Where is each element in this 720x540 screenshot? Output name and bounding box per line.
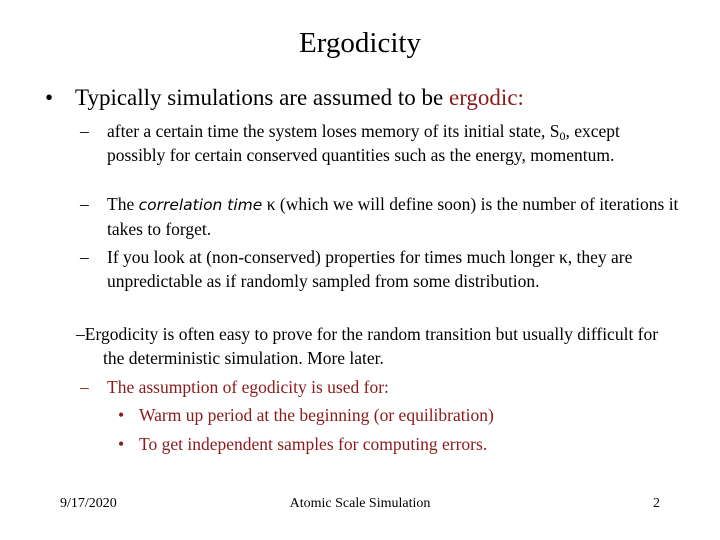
subsub-item-warmup: [118, 404, 678, 428]
dash-marker: –: [80, 194, 89, 214]
subsub-item-samples: [118, 433, 678, 457]
sub-item-assumption: [80, 376, 680, 400]
footer-page-number: 2: [653, 496, 660, 511]
sub-item-ergodicity-proof: [76, 323, 676, 370]
dash-marker: –: [80, 247, 89, 267]
footer-date: 9/17/2020: [60, 496, 117, 511]
sub-item-text-cont: κ (which we will define soon) is the number of iterations it takes to forget.: [107, 194, 679, 239]
dash-marker: –: [80, 377, 89, 397]
main-bullet: [45, 83, 695, 113]
subsub-item-text: Warm up period at the beginning (or equilibration): [139, 405, 494, 425]
bullet-marker: •: [118, 405, 125, 425]
correlation-time-italic: correlation time: [138, 196, 263, 214]
bullet-colon: :: [517, 85, 524, 110]
sub-item-memory: [80, 120, 680, 167]
sub-item-text: after a certain time the system loses memory of its initial state, S: [107, 121, 560, 141]
sub-item-text-cont: , except possibly for certain conserved quantities such as the energy, momentum.: [107, 121, 620, 165]
dash-marker: –: [80, 121, 89, 141]
sub-item-text: The assumption of egodicity is used for:: [107, 377, 389, 397]
sub-item-text: The: [107, 194, 139, 214]
ergodic-highlight: ergodic: [448, 85, 518, 110]
slide-title: Ergodicity: [299, 27, 421, 59]
sub-item-text: –Ergodicity is often easy to prove for the random transition but usually difficult for the deterministic simulation. More later.: [76, 324, 659, 368]
sub-item-nonconserved: [80, 246, 680, 293]
bullet-text: Typically simulations are assumed to be: [75, 85, 449, 110]
sub-item-text: If you look at (non-conserved) properties for times much longer κ, they are unpredictable as if randomly sampled from some distribution.: [107, 247, 633, 291]
subsub-item-text: To get independent samples for computing errors.: [139, 434, 488, 454]
bullet-marker: •: [118, 434, 125, 454]
sub-item-correlation: [80, 193, 680, 241]
footer-title: Atomic Scale Simulation: [289, 496, 431, 511]
bullet-marker: •: [45, 85, 54, 110]
subscript-zero: 0: [559, 129, 566, 143]
